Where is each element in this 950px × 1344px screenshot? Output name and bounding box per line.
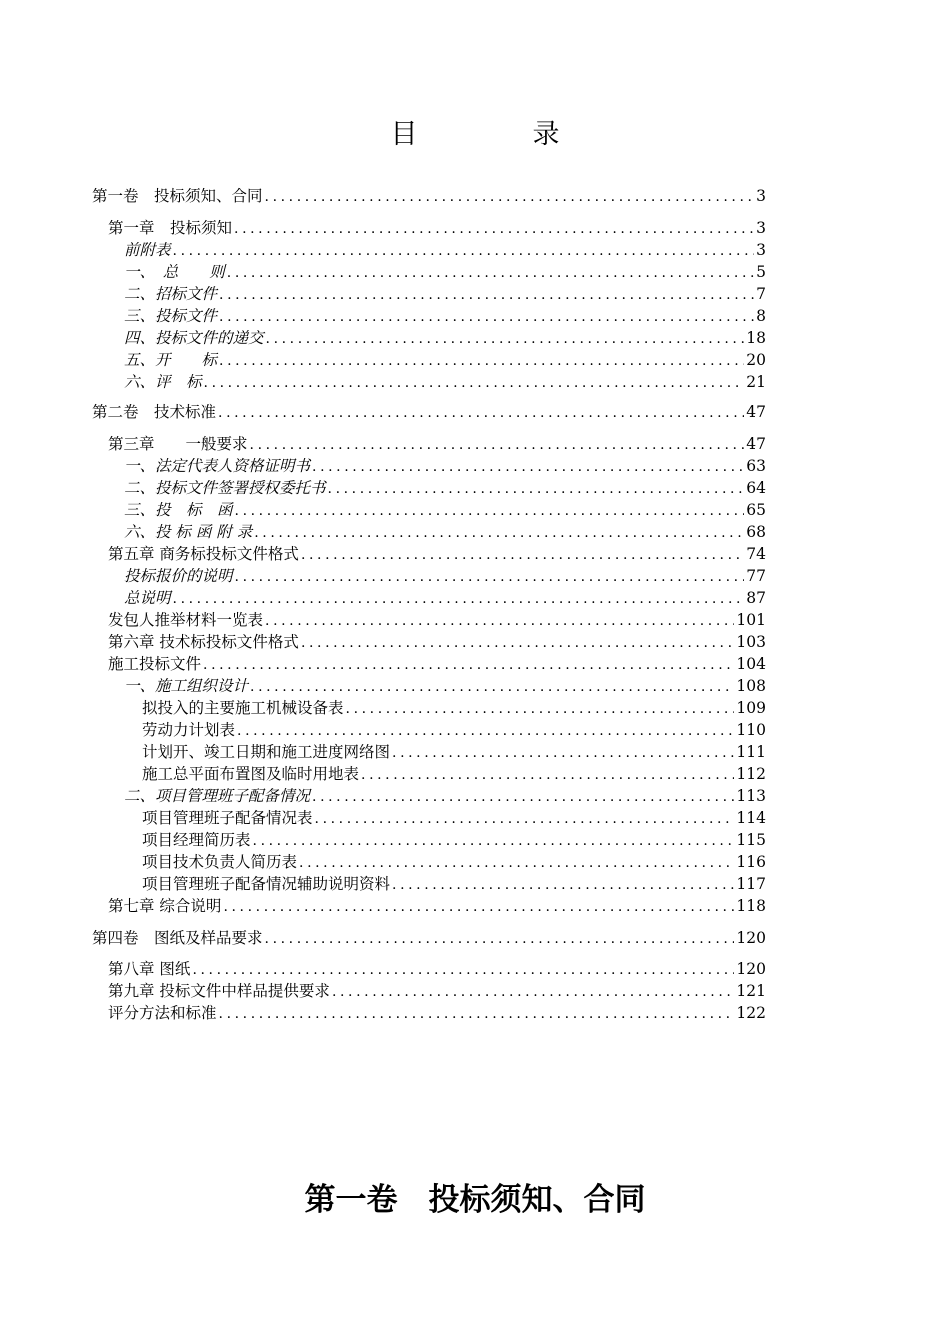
dot-leader (190, 959, 734, 980)
toc-entry-ch5[interactable] (108, 543, 766, 565)
toc-entry-general[interactable] (124, 261, 766, 283)
toc-entry-page: 47 (746, 435, 766, 453)
dot-leader (251, 830, 735, 851)
toc-entry-label: 第三章 一般要求 (108, 435, 248, 453)
toc-entry-team-table[interactable] (142, 807, 766, 829)
toc-entry-label: 二、投标文件签署授权委托书 (124, 479, 326, 497)
toc-entry-page: 74 (746, 545, 766, 563)
toc-entry-page: 115 (736, 831, 766, 849)
toc-entry-label: 拟投入的主要施工机械设备表 (142, 699, 344, 717)
toc-entry-label: 第二卷 技术标准 (92, 403, 217, 421)
toc-entry-evaluation[interactable] (124, 371, 766, 393)
toc-entry-site-plan[interactable] (142, 763, 766, 785)
toc-entry-vol4[interactable] (92, 927, 766, 949)
toc-entry-page: 118 (736, 897, 766, 915)
toc-entry-page: 122 (736, 1004, 766, 1022)
dot-leader (202, 372, 745, 393)
toc-entry-label: 第八章 图纸 (108, 960, 191, 978)
toc-entry-page: 68 (746, 523, 766, 541)
toc-entry-label: 六、投 标 函 附 录 (124, 523, 253, 541)
dot-leader (235, 720, 734, 741)
toc-entry-label: 六、评 标 (124, 373, 202, 391)
toc-entry-page: 108 (736, 677, 766, 695)
toc-entry-label: 三、投 标 函 (124, 501, 233, 519)
toc-entry-tech-lead-resume[interactable] (142, 851, 766, 873)
toc-entry-page: 18 (746, 329, 766, 347)
toc-entry-general-notes[interactable] (124, 587, 766, 609)
dot-leader (390, 874, 734, 895)
dot-leader (310, 786, 734, 807)
toc-entry-page: 121 (736, 982, 766, 1000)
toc-entry-page: 5 (756, 263, 766, 281)
dot-leader (232, 218, 754, 239)
toc-entry-ch1[interactable] (108, 217, 766, 239)
toc-entry-page: 101 (736, 611, 766, 629)
dot-leader (221, 896, 734, 917)
toc-entry-labor-plan[interactable] (142, 719, 766, 741)
toc-entry-page: 63 (746, 457, 766, 475)
toc-entry-page: 110 (736, 721, 766, 739)
toc-entry-page: 7 (756, 285, 766, 303)
toc-entry-label: 前附表 (124, 241, 171, 259)
dot-leader (233, 566, 745, 587)
toc-entry-label: 二、招标文件 (124, 285, 218, 303)
toc-entry-page: 64 (746, 479, 766, 497)
volume-heading: 第一卷 投标须知、合同 (304, 1182, 646, 1218)
toc-entry-page: 111 (736, 743, 766, 761)
toc-entry-label: 评分方法和标准 (108, 1004, 217, 1022)
dot-leader (263, 186, 755, 207)
toc-entry-vol1[interactable] (92, 185, 766, 207)
toc-entry-page: 8 (756, 307, 766, 325)
toc-entry-label: 一、 总 则 (124, 263, 225, 281)
toc-entry-page: 104 (736, 655, 766, 673)
toc-entry-page: 113 (736, 787, 766, 805)
toc-entry-page: 3 (756, 187, 766, 205)
toc-entry-label: 第七章 综合说明 (108, 897, 222, 915)
toc-entry-label: 投标报价的说明 (124, 567, 233, 585)
toc-entry-page: 109 (736, 699, 766, 717)
toc-entry-label: 施工总平面布置图及临时用地表 (142, 765, 360, 783)
dot-leader (299, 632, 734, 653)
dot-leader (390, 742, 734, 763)
toc-entry-ch6[interactable] (108, 631, 766, 653)
toc-entry-page: 3 (756, 219, 766, 237)
toc-entry-construction-design[interactable] (124, 675, 766, 697)
toc-entry-label: 施工投标文件 (108, 655, 202, 673)
toc-entry-label: 第一章 投标须知 (108, 219, 233, 237)
toc-entry-page: 103 (736, 633, 766, 651)
toc-entry-management-team[interactable] (124, 785, 766, 807)
dot-leader (299, 544, 744, 565)
toc-entry-page: 87 (746, 589, 766, 607)
toc-entry-page: 65 (746, 501, 766, 519)
dot-leader (171, 240, 755, 261)
toc-entry-page: 112 (736, 765, 766, 783)
toc-entry-equipment-table[interactable] (142, 697, 766, 719)
toc-entry-page: 120 (736, 960, 766, 978)
dot-leader (217, 1003, 735, 1024)
toc-entry-label: 一、施工组织设计 (124, 677, 249, 695)
toc-entry-schedule-network[interactable] (142, 741, 766, 763)
toc-entry-appendix[interactable] (124, 239, 766, 261)
toc-entry-power-of-attorney[interactable] (124, 477, 766, 499)
toc-entry-label: 总说明 (124, 589, 171, 607)
toc-entry-label: 项目管理班子配备情况表 (142, 809, 313, 827)
toc-entry-label: 项目技术负责人简历表 (142, 853, 298, 871)
toc-entry-label: 发包人推举材料一览表 (108, 611, 264, 629)
toc-entry-label: 第一卷 投标须知、合同 (92, 187, 263, 205)
toc-entry-page: 117 (736, 875, 766, 893)
toc-entry-label: 第五章 商务标投标文件格式 (108, 545, 299, 563)
toc-entry-page: 120 (736, 929, 766, 947)
toc-entry-ch7[interactable] (108, 895, 766, 917)
toc-entry-page: 3 (756, 241, 766, 259)
toc-entry-label: 三、投标文件 (124, 307, 218, 325)
toc-entry-label: 五、开 标 (124, 351, 218, 369)
dot-leader (217, 350, 744, 371)
dot-leader (171, 588, 745, 609)
toc-entry-materials-list[interactable] (108, 609, 766, 631)
dot-leader (313, 808, 735, 829)
toc-entry-label: 二、项目管理班子配备情况 (124, 787, 311, 805)
toc-entry-vol2[interactable] (92, 401, 766, 423)
toc-entry-label: 项目经理简历表 (142, 831, 251, 849)
toc-entry-pricing-notes[interactable] (124, 565, 766, 587)
dot-leader (330, 981, 734, 1002)
toc-entry-label: 项目管理班子配备情况辅助说明资料 (142, 875, 391, 893)
toc-entry-scoring[interactable] (108, 1002, 766, 1024)
toc-entry-bid-letter-appendix[interactable] (124, 521, 766, 543)
toc-entry-bid-docs[interactable] (124, 305, 766, 327)
dot-leader (263, 928, 735, 949)
dot-leader (217, 306, 754, 327)
toc-entry-label: 第四卷 图纸及样品要求 (92, 929, 263, 947)
dot-leader (326, 478, 745, 499)
toc-entry-page: 47 (746, 403, 766, 421)
toc-entry-label: 计划开、竣工日期和施工进度网络图 (142, 743, 391, 761)
toc-entry-tender-docs[interactable] (124, 283, 766, 305)
toc-entry-pm-resume[interactable] (142, 829, 766, 851)
toc-entry-opening[interactable] (124, 349, 766, 371)
toc-entry-ch9[interactable] (108, 980, 766, 1002)
dot-leader (359, 764, 734, 785)
toc-entry-ch8[interactable] (108, 958, 766, 980)
dot-leader (217, 284, 754, 305)
dot-leader (264, 328, 745, 349)
toc-entry-bid-letter[interactable] (124, 499, 766, 521)
dot-leader (225, 262, 754, 283)
dot-leader (233, 500, 745, 521)
dot-leader (344, 698, 735, 719)
dot-leader (216, 402, 744, 423)
toc-title: 目 录 (390, 119, 604, 150)
toc-entry-page: 20 (746, 351, 766, 369)
toc-entry-label: 劳动力计划表 (142, 721, 236, 739)
toc-entry-label: 第六章 技术标投标文件格式 (108, 633, 299, 651)
toc-entry-label: 四、投标文件的递交 (124, 329, 264, 347)
dot-leader (248, 434, 745, 455)
toc-entry-page: 114 (736, 809, 766, 827)
dot-leader (310, 456, 744, 477)
toc-entry-label: 第九章 投标文件中样品提供要求 (108, 982, 330, 1000)
toc-entry-team-supplement[interactable] (142, 873, 766, 895)
dot-leader (252, 522, 744, 543)
dot-leader (263, 610, 734, 631)
dot-leader (297, 852, 734, 873)
toc-entry-label: 一、法定代表人资格证明书 (124, 457, 311, 475)
toc-entry-ch3[interactable] (108, 433, 766, 455)
toc-entry-page: 77 (746, 567, 766, 585)
dot-leader (201, 654, 734, 675)
dot-leader (248, 676, 734, 697)
toc-entry-construction-bid[interactable] (108, 653, 766, 675)
toc-entry-page: 116 (736, 853, 766, 871)
toc-entry-legal-rep[interactable] (124, 455, 766, 477)
toc-entry-page: 21 (746, 373, 766, 391)
toc-entry-bid-submission[interactable] (124, 327, 766, 349)
